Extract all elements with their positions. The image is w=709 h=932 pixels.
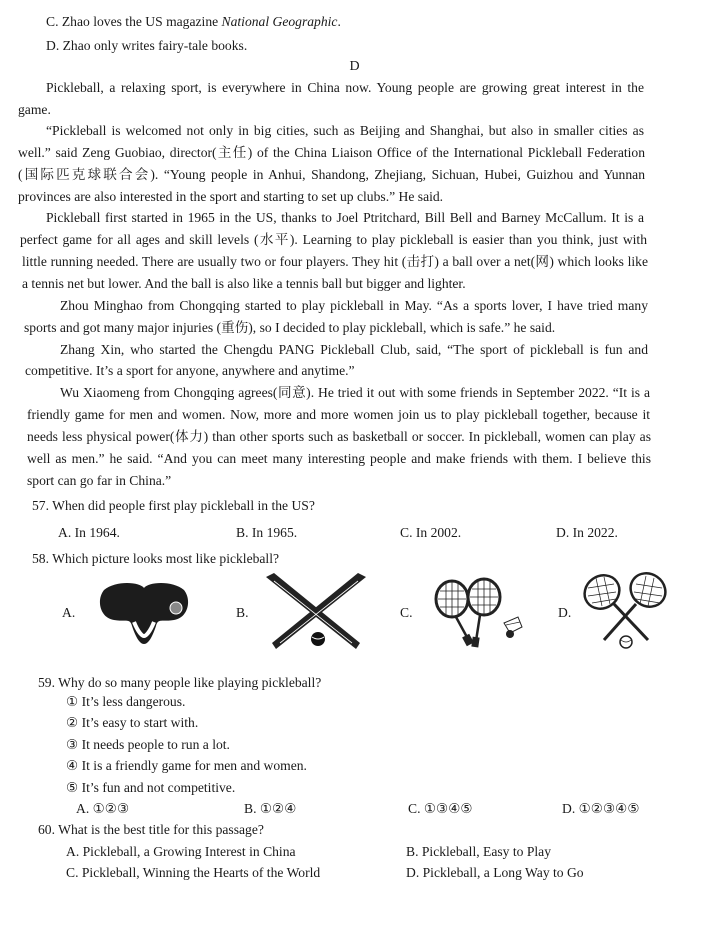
q59-option-a: A. ①②③ [76, 801, 130, 816]
passage-line: well.” said Zeng Guobiao, director(主任) of the China Liaison Office of the International Pickleball Federation [18, 145, 645, 160]
q57-option-d: D. In 2022. [556, 525, 618, 540]
badminton-rackets-picture [430, 577, 530, 649]
passage-line: game. [18, 102, 51, 117]
q58-option-c: C. [400, 605, 413, 620]
q57-option-c: C. In 2002. [400, 525, 462, 540]
q60-option-b: B. Pickleball, Easy to Play [406, 844, 551, 859]
prev-option-d: D. Zhao only writes fairy-tale books. [46, 38, 248, 53]
passage-line: Pickleball, a relaxing sport, is everywhere in China now. Young people are growing great interest in the [46, 80, 644, 95]
q58-option-a: A. [62, 605, 76, 620]
q60-option-a: A. Pickleball, a Growing Interest in China [66, 844, 296, 859]
passage-line: Zhou Minghao from Chongqing started to play pickleball in May. “As a sports lover, I have tried many [60, 298, 648, 313]
q57-option-a: A. In 1964. [58, 525, 120, 540]
passage-line: Zhang Xin, who started the Chengdu PANG Pickleball Club, said, “The sport of pickleball is fun and [60, 342, 648, 357]
passage-line: Wu Xiaomeng from Chongqing agrees(同意). He tried it out with some friends in September 2022. “It is a [60, 385, 650, 400]
saddle-paddle-picture [96, 578, 192, 648]
q58-option-d: D. [558, 605, 572, 620]
passage-line: sport can go far in China.” [27, 473, 172, 488]
q60-option-d: D. Pickleball, a Long Way to Go [406, 865, 584, 880]
q59-option-d: D. ①②③④⑤ [562, 801, 640, 816]
q60-option-c: C. Pickleball, Winning the Hearts of the World [66, 865, 321, 880]
q59-stem: 59. Why do so many people like playing pickleball? [38, 675, 322, 690]
q59-statement-5: ⑤ It’s fun and not competitive. [66, 780, 236, 795]
q59-option-b: B. ①②④ [244, 801, 297, 816]
passage-line: sports and got many major injuries (重伤), so I decided to play pickleball, which is safe.” he said. [24, 320, 556, 335]
passage-line: Pickleball first started in 1965 in the US, thanks to Joel Ptritchard, Bill Bell and Barney McCallum. It is a [46, 210, 644, 225]
q59-option-c: C. ①③④⑤ [408, 801, 473, 816]
passage-line: competitive. It’s a sport for anyone, anywhere and anytime.” [25, 363, 355, 378]
magazine-title: National Geographic [221, 14, 338, 29]
passage-line: little running needed. There are usually two or four players. They hit (击打) a ball over a net(网) which looks like [22, 254, 648, 269]
q57-option-b: B. In 1965. [236, 525, 298, 540]
tennis-rackets-picture [578, 570, 674, 652]
passage-line: well as men.” he said. “And you can meet many interesting people and make friends with them. I believe this [27, 451, 651, 466]
q58-option-b: B. [236, 605, 249, 620]
prev-option-c-end: . [337, 14, 341, 29]
passage-line: needs less physical power(体力) than other sports such as basketball or soccer. In pickleball, women can play as [27, 429, 651, 444]
q59-statement-1: ① It’s less dangerous. [66, 694, 186, 709]
q59-statement-3: ③ It needs people to run a lot. [66, 737, 230, 752]
passage-line: a tennis net but lower. And the ball is also like a tennis ball but bigger and lighter. [22, 276, 466, 291]
prev-option-c-text: C. Zhao loves the US magazine [46, 14, 222, 29]
passage-line: provinces are also interested in the sport and starting to set up clubs.” He said. [18, 189, 444, 204]
passage-line: (国际匹克球联合会). “Young people in Anhui, Shandong, Zhejiang, Sichuan, Hubei, Guizhou and Yunnan [18, 167, 645, 182]
crossed-bats-picture [262, 571, 370, 653]
passage-line: friendly game for men and women. Now, more and more women join us to play pickleball together, because it [27, 407, 650, 422]
prev-option-c [46, 13, 341, 31]
q59-statement-2: ② It’s easy to start with. [66, 715, 199, 730]
q58-stem: 58. Which picture looks most like pickleball? [32, 551, 280, 566]
q59-statement-4: ④ It is a friendly game for men and women. [66, 758, 307, 773]
q60-stem: 60. What is the best title for this passage? [38, 822, 264, 837]
passage-line: “Pickleball is welcomed not only in big cities, such as Beijing and Shanghai, but also in smaller cities as [46, 123, 644, 138]
passage-line: perfect game for all ages and skill levels (水平). Learning to play pickleball is easier than you think, just with [20, 232, 647, 247]
q57-stem: 57. When did people first play pickleball in the US? [32, 498, 315, 513]
section-letter: D [349, 59, 360, 74]
